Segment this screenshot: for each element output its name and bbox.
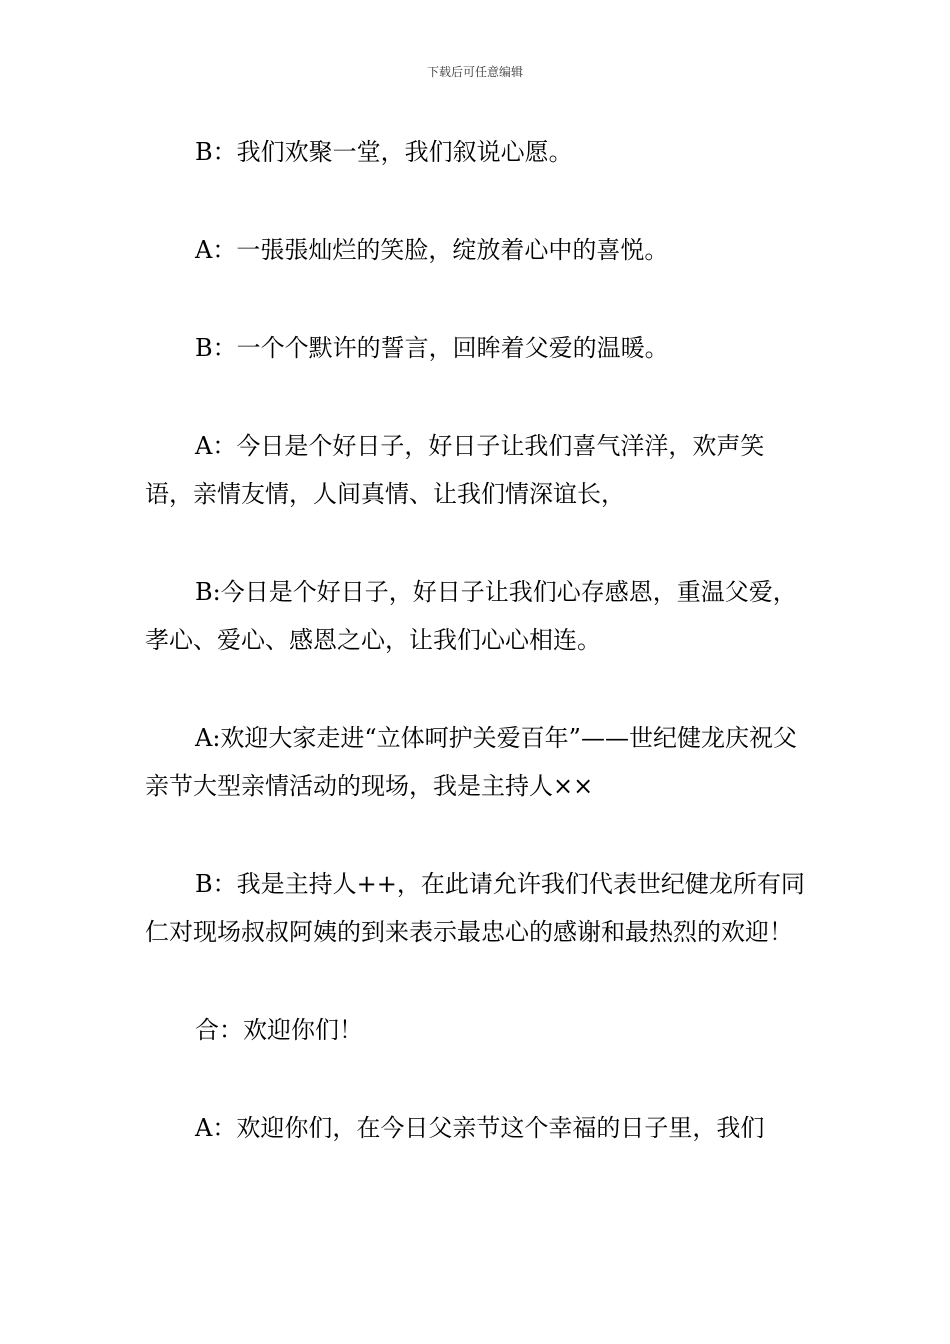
document-body xyxy=(145,128,807,1202)
paragraph-6: A:欢迎大家走进“立体呵护关爱百年”——世纪健龙庆祝父亲节大型亲情活动的现场，我是主持人×× xyxy=(145,724,797,800)
paragraph-9: A：欢迎你们，在今日父亲节这个幸福的日子里，我们 xyxy=(195,1114,765,1142)
paragraph-4: A：今日是个好日子，好日子让我们喜气洋洋，欢声笑语，亲情友情，人间真情、让我们情深谊长， xyxy=(145,432,765,508)
paragraph-3: B：一个个默许的誓言，回眸着父爱的温暖。 xyxy=(195,334,669,362)
page-header: 下载后可任意编辑 xyxy=(426,65,523,79)
paragraph-5: B:今日是个好日子，好日子让我们心存感恩，重温父爱，孝心、爱心、感恩之心，让我们心心相连。 xyxy=(145,578,797,654)
paragraph-2: A：一張張灿烂的笑脸，绽放着心中的喜悦。 xyxy=(195,236,669,264)
paragraph-7: B：我是主持人++，在此请允许我们代表世纪健龙所有同仁对现场叔叔阿姨的到来表示最忠心的感谢和最热烈的欢迎！ xyxy=(145,870,805,946)
paragraph-1: B：我们欢聚一堂，我们叙说心愿。 xyxy=(195,138,573,166)
paragraph-8: 合：欢迎你们！ xyxy=(195,1016,363,1044)
